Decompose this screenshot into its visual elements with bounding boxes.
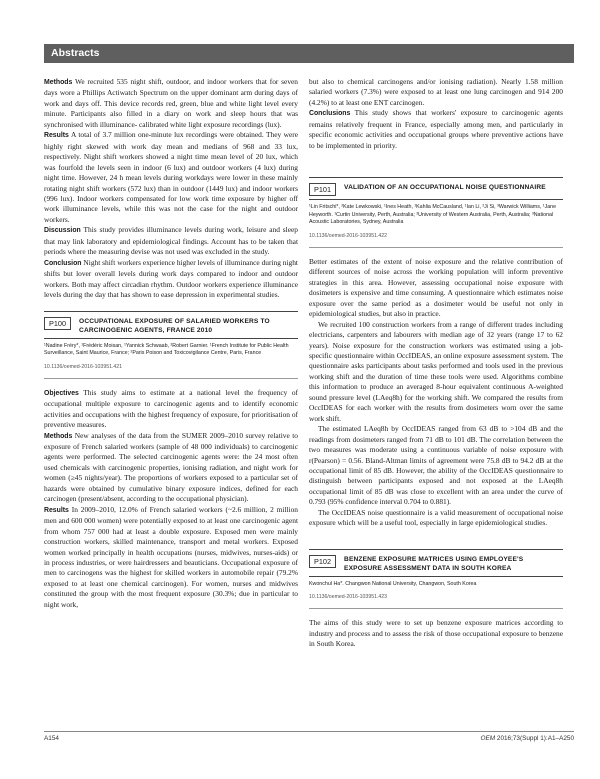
journal-name: OEM [480, 735, 496, 742]
conclusion-paragraph [44, 258, 298, 301]
abstract-id: P101 [309, 183, 336, 196]
conclusions-paragraph [309, 108, 563, 151]
discussion-text: This study provides illuminance levels during work, leisure and sleep that may link laboratory and epidemiological findings. Account has to be taken that periods where the measuring devise was not used was excluded in the study. [44, 225, 298, 257]
left-column [44, 77, 298, 610]
methods-text: We recruited 535 night shift, outdoor, and indoor workers that for seven days wore a Phillips Actiwatch Spectrum on the upper dominant arm during days of work and days off. This device records red, green, blue and white light level every minute. Participants also filled in a diary on work and sleep hours that was synchronised with illuminance- calibrated white light exposure recordings (lux). [44, 77, 299, 129]
doi-link[interactable]: 10.1136/oemed-2016-103951.422 [309, 233, 563, 248]
p100-methods-paragraph [44, 431, 298, 505]
results-text: A total of 3.7 million one-minute lux recordings were obtained. They were highly right skewed with work day mean and medians of 968 and 33 lux, respectively. Night shift workers showed a night time mean level of 20 lux, which was fourfold the levels seen in indoor (6 lux) and outdoor workers (4 lux) during night time. However, 24 h mean levels during workdays were lower in these mainly rotating night shift workers (572 lux) than in outdoor (1449 lux) and indoor workers (996 lux). Indoor workers compensated for low work time exposure by higher off work illuminance levels, while this was not the case for the night and outdoor workers. [44, 130, 298, 224]
abstract-id: P100 [44, 317, 71, 330]
conclusions-text: This study shows that workers' exposure to carcinogenic agents remains relatively frequent in France, especially among men, and particularly in specific economic activities and occupational groups where preventive actions have to be implemented in priority. [309, 108, 563, 150]
p101-paragraph-4: The OccIDEAS noise questionnaire is a valid measurement of occupational noise exposure which will be a useful tool, especially in large epidemiological studies. [309, 507, 563, 528]
doi-link[interactable]: 10.1136/oemed-2016-103951.423 [309, 594, 563, 609]
conclusion-text: Night shift workers experience higher levels of illuminance during night shifts but lover overall levels during work days compared to indoor and outdoor workers. Both may affect circadian rhythm. Outdoor workers experience illuminance levels during the day that has shown to ease depression in experimental studies. [44, 257, 298, 300]
abstract-id: P102 [309, 555, 336, 568]
p101-paragraph-2: We recruited 100 construction workers from a range of different trades including electricians, carpenters and labourers with median age of 32 years (range 17 to 62 years). Noise exposure for the construction workers was estimated using a job-specific questionnaire within OccIDEAS, an online exposure assessment system. The questionnaire asks participants about tasks performed and tools used in the previous working shift and the duration of time these tools were used. Algorithms combine this information to produce an averaged 8-hour equivalent continuous A-weighted sound pressure level (LAeq8h) for the working shift. We compared the results from OccIDEAS for each worker with the results from dosimeters worn over the same work shift. [309, 319, 563, 423]
abstract-header-p102 [309, 549, 563, 577]
conclusions-label: Conclusions [309, 110, 351, 118]
discussion-label: Discussion [44, 227, 81, 235]
p100-results-paragraph [44, 505, 298, 611]
methods-label: Methods [44, 79, 73, 86]
page-footer [44, 731, 574, 742]
citation-text: 2016;73(Suppl 1):A1–A250 [496, 735, 574, 742]
author-list: Kwonchul Ha*. Changwon National University, Changwon, South Korea [309, 580, 477, 587]
objectives-label: Objectives [44, 389, 79, 397]
conclusion-label: Conclusion [44, 259, 82, 267]
abstract-header-p101 [309, 177, 563, 200]
discussion-paragraph [44, 225, 298, 257]
methods-label: Methods [44, 432, 73, 440]
abstract-title: VALIDATION OF AN OCCUPATIONAL NOISE QUESTIONNAIRE [344, 184, 546, 192]
doi-link[interactable]: 10.1136/oemed-2016-103951.421 [44, 364, 298, 379]
p101-paragraph-1: Better estimates of the extent of noise exposure and the relative contribution of different sources of noise across the working population will inform preventive strategies in this area. However, assessing occupational noise exposure with dosimeters is expensive and time consuming. A questionnaire which estimates noise exposure over the same period as a dosimeter would be useful not only in epidemiological studies, but also in practice. [309, 256, 563, 319]
abstract-title: BENZENE EXPOSURE MATRICES USING EMPLOYEE'S EXPOSURE ASSESSMENT DATA IN SOUTH KOREA [344, 555, 524, 572]
abstract-header-p100 [44, 311, 298, 339]
p102-paragraph-1: The aims of this study were to set up benzene exposure matrices according to industry and process and to assess the risk of those occupational exposure to benzene in South Korea. [309, 618, 563, 649]
page-number: A154 [44, 735, 59, 742]
right-column [309, 77, 563, 650]
journal-citation [481, 735, 574, 742]
objectives-text: This study aims to estimate at a national level the frequency of occupational multiple exposure to carcinogenic agents and to identify economic activities and occupations with the highest frequency of exposure, for prioritisation of preventive measures. [44, 387, 298, 430]
author-list: ¹Nadine Fréry*, ¹Frédéric Moisan, ¹Yannick Schwaab, ²Robert Garnier. ¹French Institute for Public Health Surveillance, Saint Maurice, France; ²Paris Poison and Toxicovigilance Centre, Paris, France [44, 342, 289, 357]
results-paragraph [44, 130, 298, 225]
author-list: ¹Lin Fritschi*, ²Kate Lewkowski, ¹Ines Heath, ¹Kahlia McCausland, ¹Ian Li, ²Ji Si, ³Warwick Williams, ¹Jane Heyworth. ¹Curtin University, Perth, Australia; ²University of Western Australia, Perth, Australia; ³National Acoustic Laboratories, Sydney, Australia [309, 204, 557, 226]
results-label: Results [44, 132, 69, 140]
continuation-paragraph: but also to chemical carcinogens and/or ionising radiation). Nearly 1.58 million salaried workers (7.3%) were exposed to at least one lung carcinogen and 914 200 (4.2%) to at least one ENT carcinogen. [309, 77, 563, 107]
abstract-title: OCCUPATIONAL EXPOSURE OF SALARIED WORKERS TO CARCINOGENIC AGENTS, FRANCE 2010 [79, 317, 270, 334]
objectives-paragraph [44, 388, 298, 431]
results-label: Results [44, 506, 69, 514]
methods-text: New analyses of the data from the SUMER 2009–2010 survey relative to exposure of French salaried workers (sample of 48 000 individuals) to carcinogenic agents were performed. The selected carcinogenic agents were: the 24 most often used chemicals with carcinogenic properties, ionising radiation, and night work for women (≥45 nights/year). The proportions of workers exposed to a particular set of hazards were obtained by cumulative binary exposure indices, defined for each carcinogen (present/absent, according to the occupational physician). [44, 430, 298, 504]
section-banner: Abstracts [44, 44, 574, 63]
methods-paragraph [44, 77, 298, 130]
p101-paragraph-3: The estimated LAeq8h by OccIDEAS ranged from 63 dB to >104 dB and the readings from dosimeters ranged from 71 dB to 101 dB. The correlation between the two measures was moderate using a continuous variable of noise exposure with r(Pearson) = 0.56. Bland-Altman limits of agreement were 75.8 dB to 94.2 dB at the occupational limit of 85 dB. However, the ability of the OccIDEAS questionnaire to distinguish between participants exposed and not exposed at the LAeq8h occupational limit of 85 dB was close to excellent with an area under the curve of 0.793 (95% confidence interval 0.704 to 0.881). [309, 424, 563, 507]
results-text: In 2009–2010, 12.0% of French salaried workers (~2.6 million, 2 million men and 600 000 women) were potentially exposed to at least one carcinogenic agent from whom 757 000 had at least a double exposure. Exposed men were mainly construction workers, skilled maintenance, transport and metal workers. Exposed women worked principally in health occupations (nurses, midwives, nurses-aids) or in process industries, or were hairdressers and beauticians. Occupational exposure of men to carcinogens was the highest for skilled workers in automobile repair (79.2% exposed to at least one chemical carcinogen). For women, nurses and midwives constituted the group with the most frequent exposure (30.3%; due in particular to night work, [44, 504, 298, 609]
